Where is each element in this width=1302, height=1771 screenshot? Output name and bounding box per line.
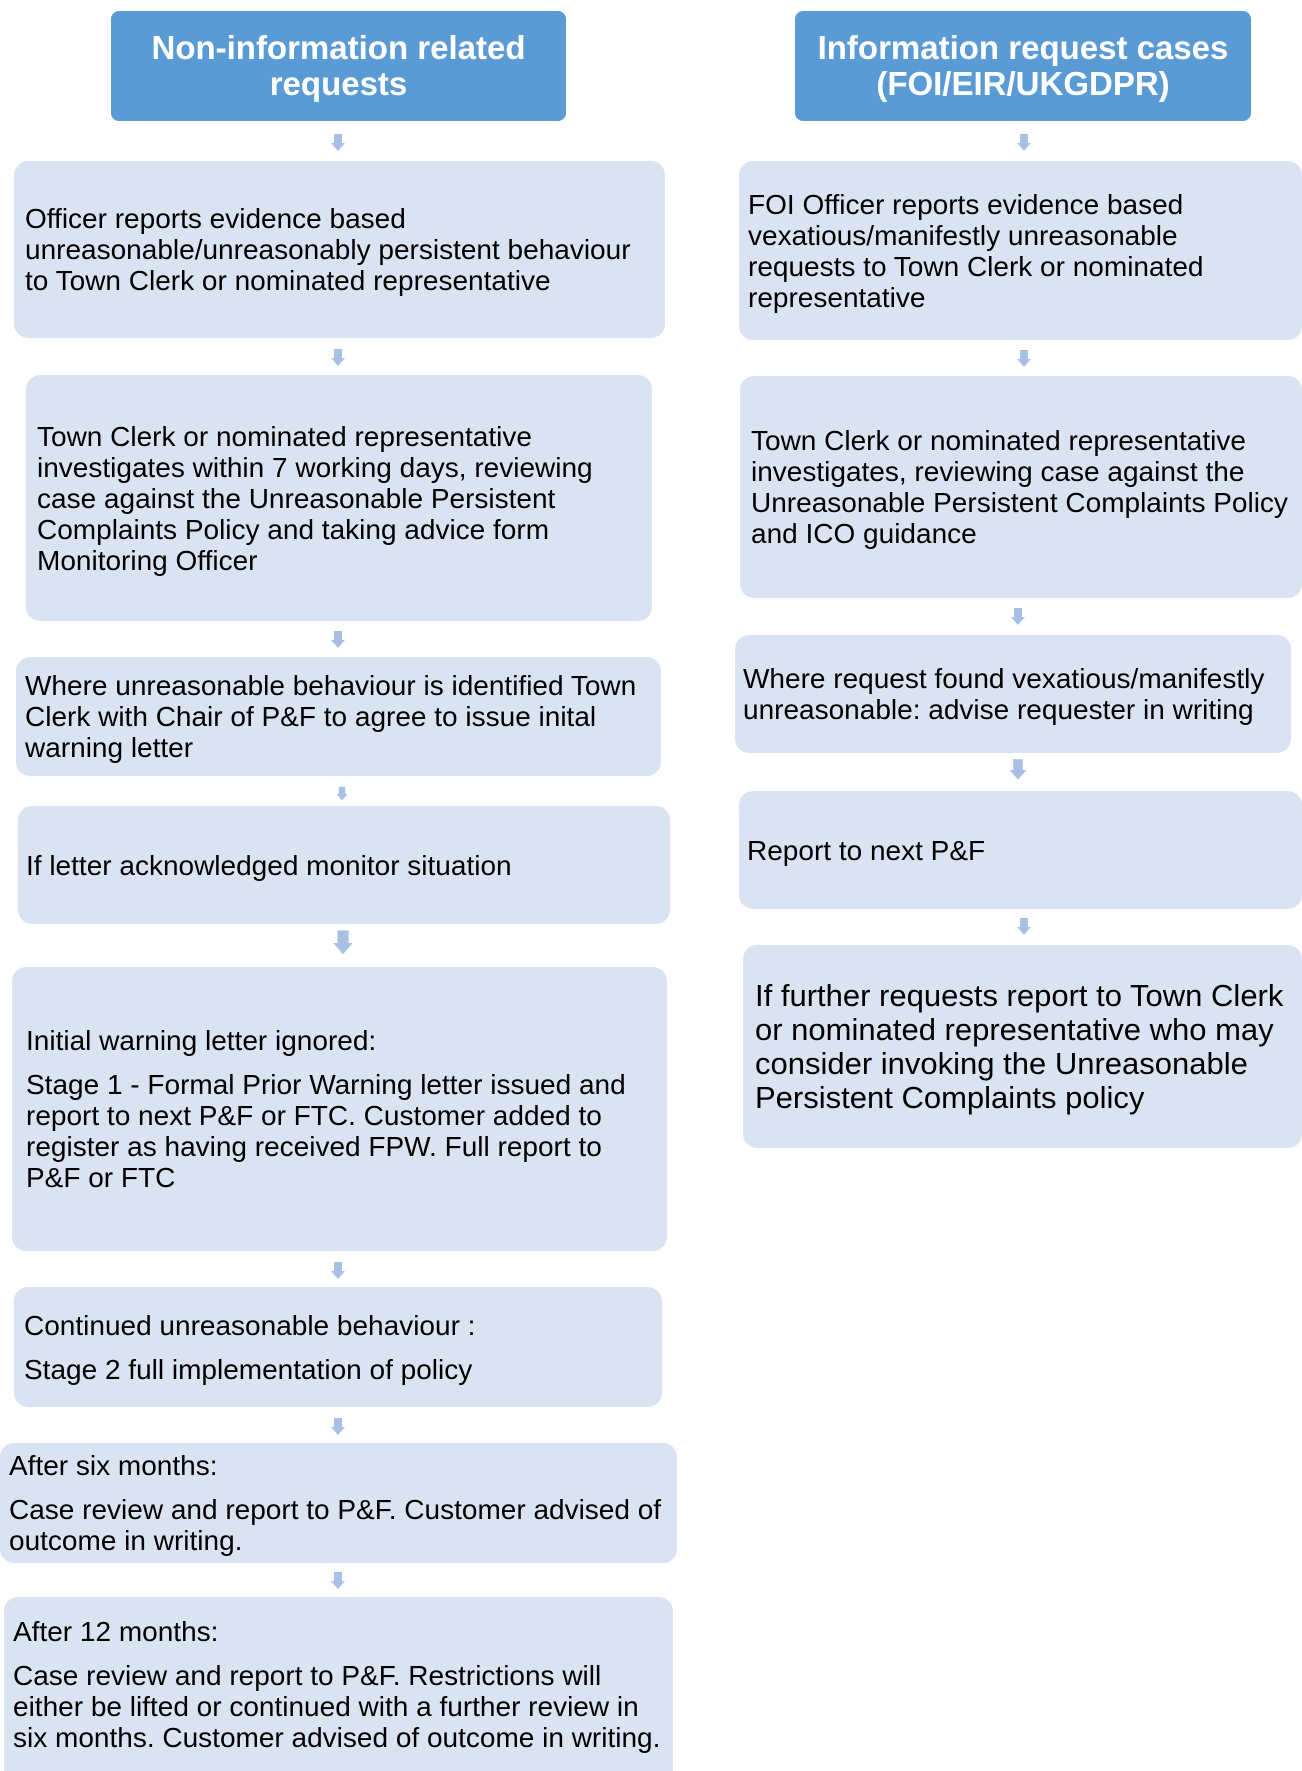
right-step-1-text: FOI Officer reports evidence based vexatious/manifestly unreasonable requests to Town Clerk or nominated representative	[748, 188, 1204, 313]
left-step-7-text: Case review and report to P&F. Customer advised of outcome in writing.	[9, 1494, 662, 1556]
down-arrow-icon	[331, 134, 345, 152]
right-step-2-text: Town Clerk or nominated representative investigates, reviewing case against the Unreasonable Persistent Complaints Policy and ICO guidance	[751, 425, 1288, 549]
left-step-6-box	[14, 1287, 662, 1407]
left-step-6-label: Continued unreasonable behaviour :	[24, 1309, 476, 1341]
left-step-1-box	[14, 161, 665, 338]
down-arrow-icon	[1011, 608, 1025, 626]
down-arrow-icon	[331, 1262, 345, 1280]
down-arrow-icon	[331, 1418, 345, 1436]
left-step-4-box	[18, 806, 670, 924]
down-arrow-icon	[1010, 759, 1027, 781]
left-step-5-text: Stage 1 - Formal Prior Warning letter issued and report to next P&F or FTC. Customer added to register as having received FPW. Full report to P&F or FTC	[26, 1069, 626, 1193]
down-arrow-icon	[331, 1572, 345, 1590]
right-step-2-box	[740, 376, 1302, 598]
right-step-5-box	[743, 945, 1302, 1148]
left-step-2-box	[26, 375, 652, 621]
down-arrow-icon	[331, 631, 345, 649]
right-step-5-text: If further requests report to Town Clerk or nominated representative who may consider invoking the Unreasonable Persistent Complaints policy	[755, 977, 1284, 1115]
down-arrow-icon	[1017, 350, 1031, 368]
right-step-4-box	[739, 791, 1302, 909]
down-arrow-icon	[1017, 918, 1031, 936]
down-arrow-icon	[336, 787, 347, 801]
down-arrow-icon	[331, 349, 345, 367]
left-step-7-label: After six months:	[9, 1450, 218, 1481]
right-step-3-text: Where request found vexatious/manifestly unreasonable: advise requester in writing	[743, 663, 1265, 725]
left-step-3-box	[16, 657, 661, 776]
right-step-4-text: Report to next P&F	[747, 834, 986, 866]
down-arrow-icon	[1017, 134, 1031, 152]
left-step-8-label: After 12 months:	[13, 1615, 219, 1647]
left-step-8-box	[4, 1597, 673, 1771]
left-step-6-text: Stage 2 full implementation of policy	[24, 1353, 473, 1385]
right-column-header: Information request cases (FOI/EIR/UKGDPR)	[795, 11, 1251, 121]
left-step-5-label: Initial warning letter ignored:	[26, 1025, 377, 1056]
right-step-3-box	[735, 635, 1291, 753]
left-step-2-text: Town Clerk or nominated representative investigates within 7 working days, reviewing case against the Unreasonable Persistent Complaints Policy and taking advice form Monitoring Officer	[37, 420, 593, 576]
left-step-4-text: If letter acknowledged monitor situation	[26, 849, 512, 881]
down-arrow-icon	[333, 930, 353, 955]
left-step-7-box	[0, 1443, 677, 1563]
right-step-1-box	[739, 161, 1302, 340]
left-column-header: Non-information related requests	[111, 11, 566, 121]
left-step-8-text: Case review and report to P&F. Restrictions will either be lifted or continued with a further review in six months. Customer advised of outcome in writing.	[13, 1659, 661, 1753]
left-step-3-text: Where unreasonable behaviour is identified Town Clerk with Chair of P&F to agree to issue inital warning letter	[25, 670, 637, 763]
left-step-5-box	[12, 967, 667, 1251]
left-step-1-text: Officer reports evidence based unreasonable/unreasonably persistent behaviour to Town Clerk or nominated representative	[25, 203, 631, 296]
